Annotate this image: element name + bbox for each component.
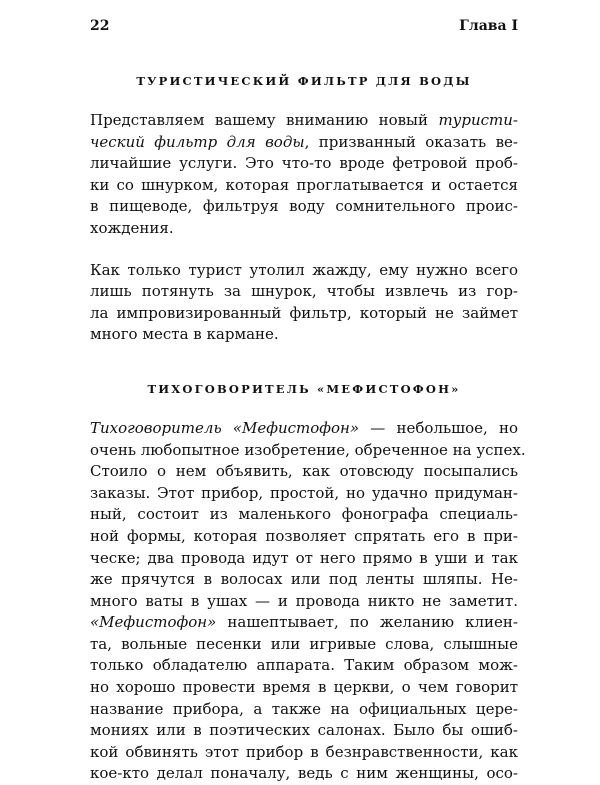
paragraph-water-filter-usage bbox=[90, 260, 518, 346]
text-line: только обладателю аппарата. Таким образом мож- bbox=[90, 656, 518, 675]
text-line: ный, состоит из маленького фонографа специаль- bbox=[90, 505, 518, 524]
text-line: хождения. bbox=[90, 218, 174, 237]
italic-term: Тихоговоритель «Мефистофон» bbox=[90, 418, 360, 437]
text-line: заказы. Этот прибор, простой, но удачно придуман- bbox=[90, 483, 518, 502]
italic-term: «Мефистофон» bbox=[90, 613, 217, 632]
text-line: ла импровизированный фильтр, который не займет bbox=[90, 303, 518, 322]
text-line: ческий фильтр для воды, призванный оказать ве- bbox=[90, 132, 518, 151]
text-line: мониях или в поэтических салонах. Было бы ошиб- bbox=[90, 721, 518, 740]
text-line: в пищеводе, фильтруя воду сомнительного проис- bbox=[90, 197, 518, 216]
text-line: «Мефистофон» нашептывает, по желанию клиен- bbox=[90, 613, 518, 632]
text-line: ческе; два провода идут от него прямо в уши и так bbox=[90, 548, 518, 567]
text-line: Как только турист утолил жажду, ему нужно всего bbox=[90, 260, 518, 279]
italic-term: ческий фильтр для воды bbox=[90, 132, 305, 151]
text-line: же прячутся в волосах или под ленты шляпы. Не- bbox=[90, 570, 518, 589]
italic-term: туристи- bbox=[438, 111, 518, 129]
text-line: ной формы, которая позволяет спрятать его в при- bbox=[90, 526, 518, 545]
section-heading-mephistophone: ТИХОГОВОРИТЕЛЬ «МЕФИСТОФОН» bbox=[147, 381, 461, 396]
paragraph-mephistophone bbox=[90, 418, 526, 785]
page-number: 22 bbox=[90, 18, 110, 34]
text-line: Стоило о нем объявить, как отовсюду посыпались bbox=[90, 462, 518, 481]
book-page bbox=[90, 18, 526, 785]
text-line: название прибора, а также на официальных цере- bbox=[90, 699, 518, 718]
text-line: Представляем вашему вниманию новый туристи- bbox=[90, 111, 518, 129]
paragraph-water-filter-intro bbox=[90, 110, 518, 240]
text-line: много места в кармане. bbox=[90, 325, 279, 344]
running-header bbox=[90, 18, 518, 42]
text-line: та, вольные песенки или игривые слова, слышные bbox=[90, 634, 518, 653]
text-line: лишь потянуть за шнурок, чтобы извлечь из гор- bbox=[90, 282, 518, 301]
text-line: много ваты в ушах — и провода никто не заметит. bbox=[90, 591, 518, 610]
text-line: очень любопытное изобретение, обреченное на успех. bbox=[90, 440, 526, 459]
text-line: но хорошо провести время в церкви, о чем говорит bbox=[90, 678, 518, 697]
chapter-title: Глава I bbox=[459, 18, 518, 34]
text-line: Тихоговоритель «Мефистофон» — небольшое, но bbox=[90, 418, 518, 437]
text-line: личайшие услуги. Это что-то вроде фетровой проб- bbox=[90, 154, 518, 173]
text-line: ки со шнурком, которая проглатывается и остается bbox=[90, 175, 518, 194]
text-line: кой обвинять этот прибор в безнравственности, как bbox=[90, 742, 518, 761]
text-line: кое-кто делал поначалу, ведь с ним женщины, осо- bbox=[90, 764, 518, 783]
section-heading-water-filter: ТУРИСТИЧЕСКИЙ ФИЛЬТР ДЛЯ ВОДЫ bbox=[136, 74, 472, 88]
